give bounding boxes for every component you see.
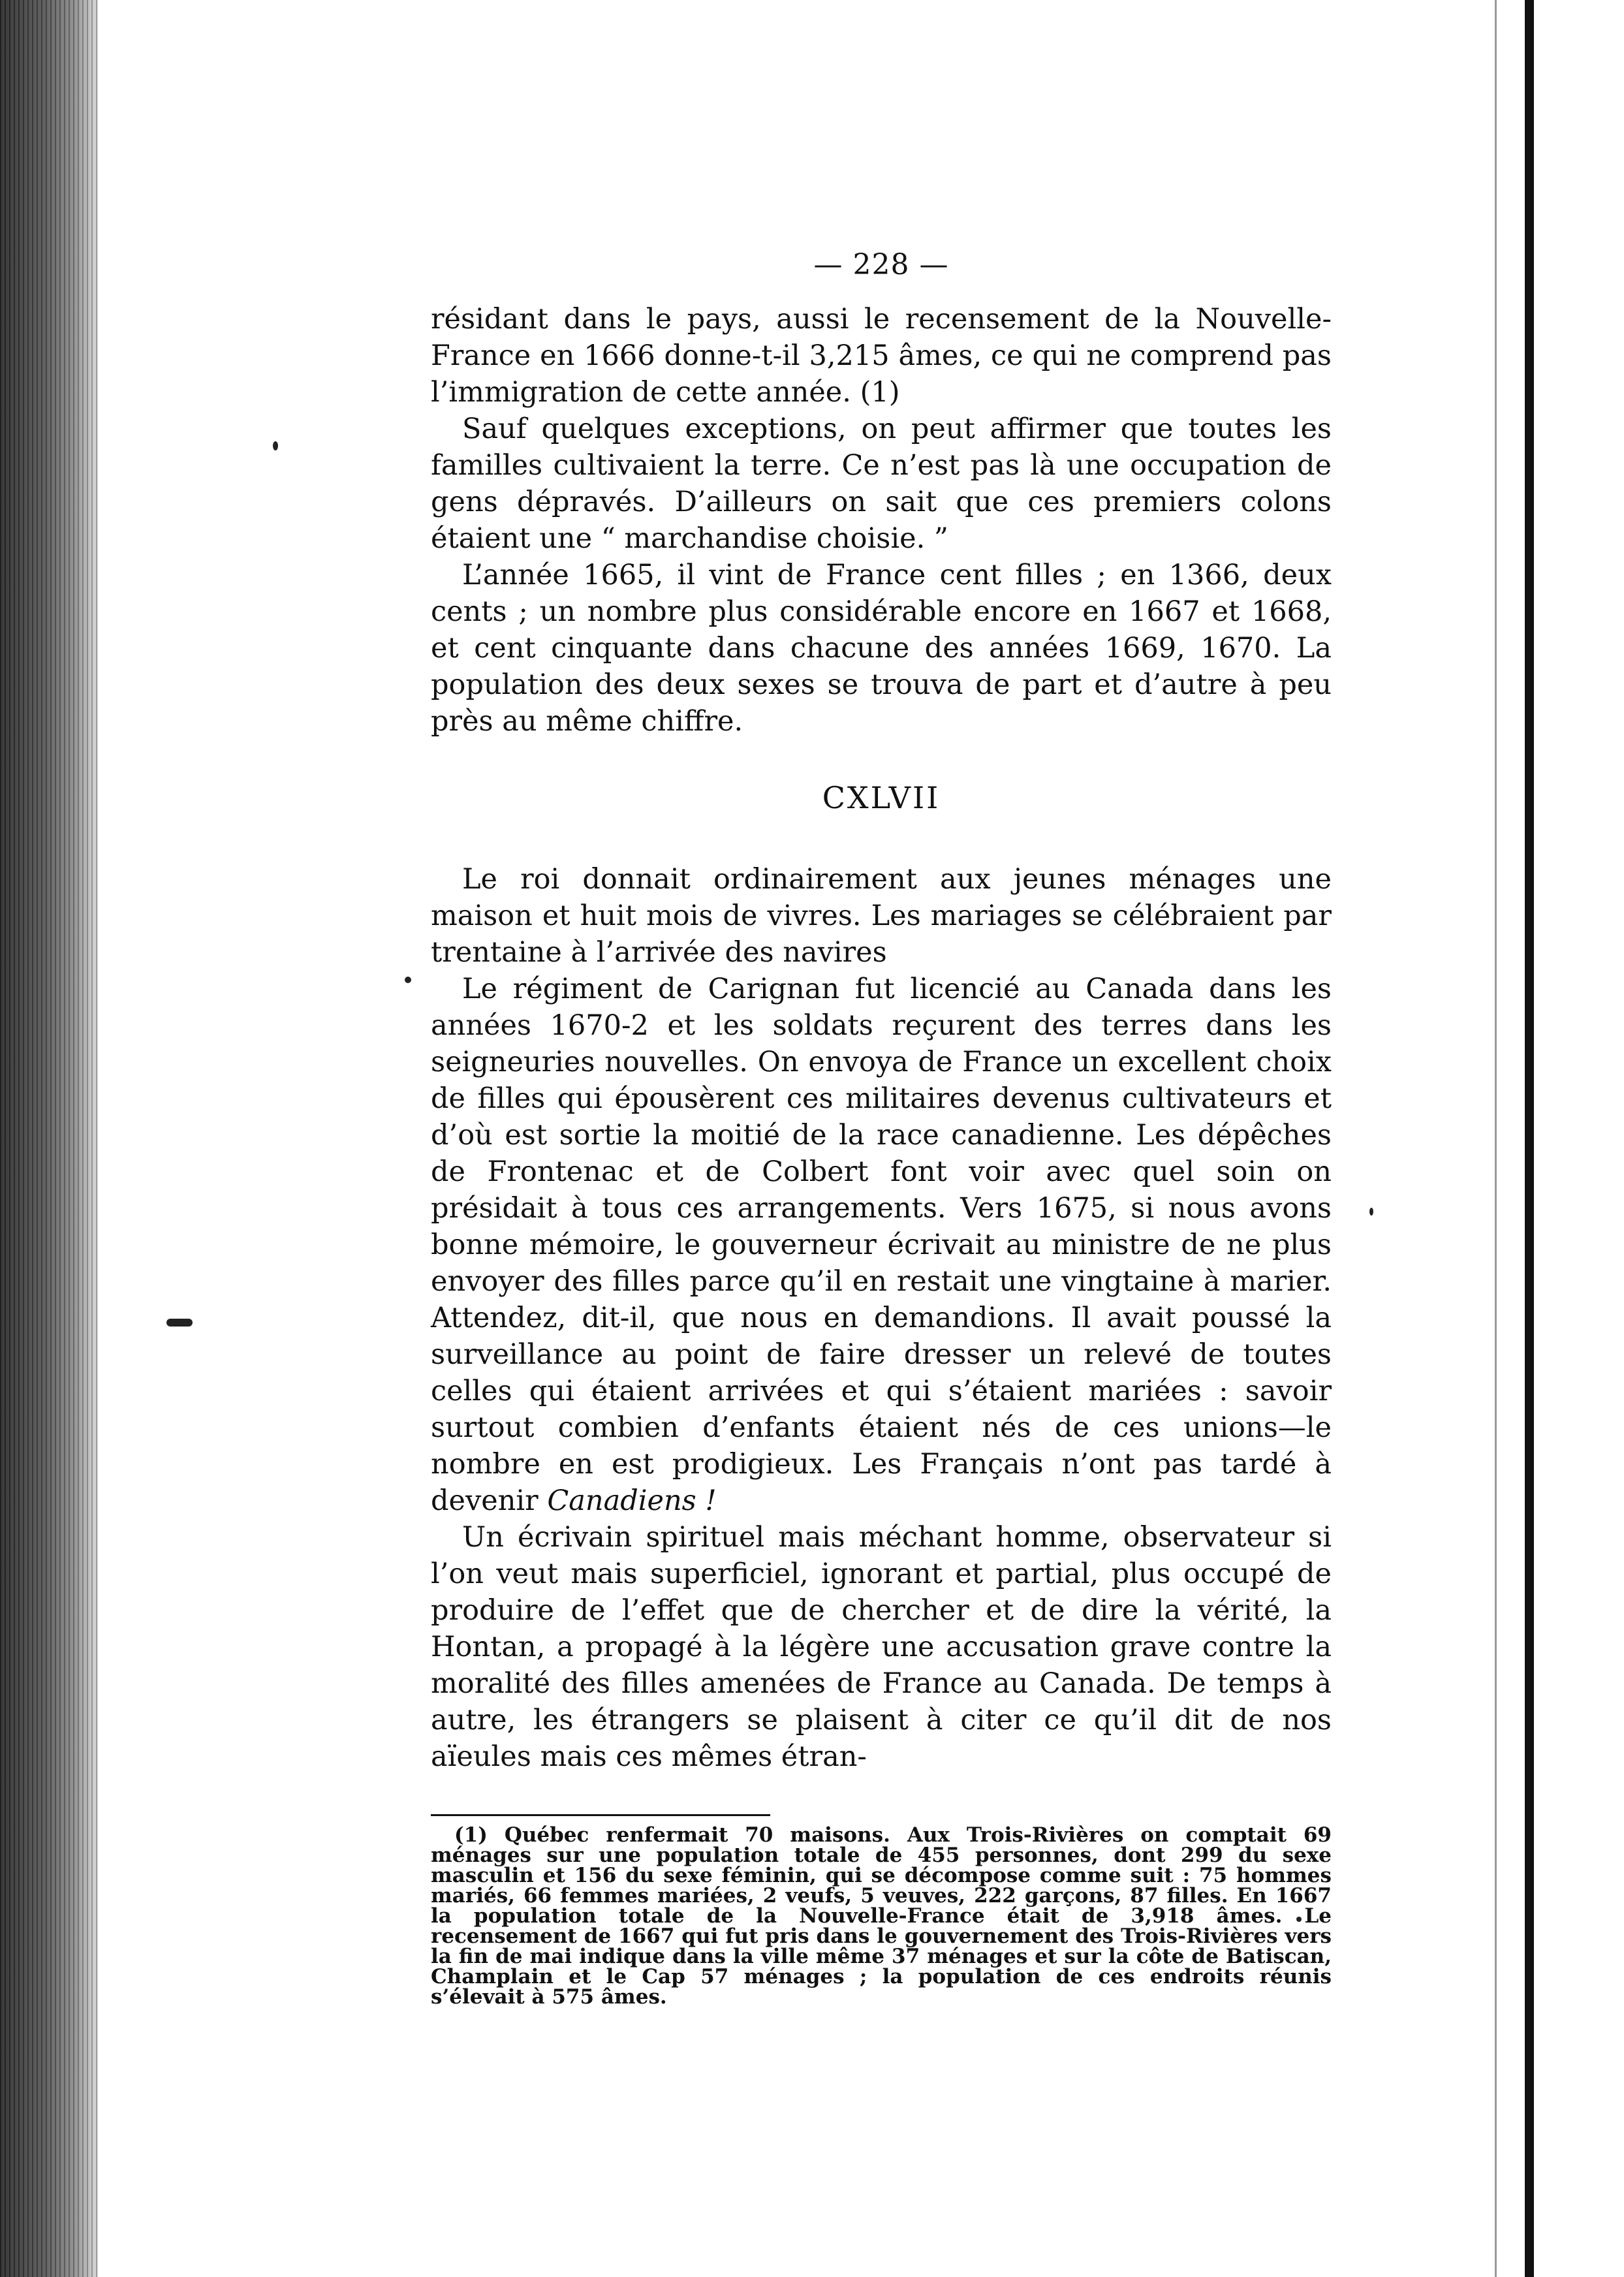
scan-speck — [1369, 1208, 1373, 1216]
footnote-rule — [431, 1814, 770, 1816]
paragraph: Le roi donnait ordinairement aux jeunes ménages une maison et huit mois de vivres. Les mariages se célébraient par trentaine à l’arrivée des navires — [431, 863, 1332, 969]
scan-left-margin-texture — [0, 0, 98, 2277]
italic-phrase: Canadiens ! — [547, 1484, 717, 1517]
paragraph: Un écrivain spirituel mais méchant homme, observateur si l’on veut mais superficiel, ignorant et partial, plus occupé de produire de l’effet que de chercher et de dire la vérité, la Hontan, a propagé à la légère une accusation grave contre la moralité des filles amenées de France au Canada. De temps à autre, les étrangers se plaisent à citer ce qu’il dit de nos aïeules mais ces mêmes étran- — [431, 1521, 1332, 1773]
scan-speck — [166, 1319, 193, 1327]
paragraph — [431, 971, 1332, 1519]
page-number: — 228 — — [813, 248, 949, 281]
footnote: (1) Québec renfermait 70 maisons. Aux Trois-Rivières on comptait 69 ménages sur une population totale de 455 personnes, dont 299 du sexe masculin et 156 du sexe féminin, qui se décompose comme suit : 75 hommes mariés, 66 femmes mariées, 2 veufs, 5 veuves, 222 garçons, 87 filles. En 1667 la population totale de la Nouvelle-France était de 3,918 âmes. Le recensement de 1667 qui fut pris dans le gouvernement des Trois-Rivières vers la fin de mai indique dans la ville même 37 ménages et sur la côte de Batiscan, Champlain et le Cap 57 ménages ; la population de ces endroits réunis s’élevait à 575 âmes. — [431, 1823, 1332, 2009]
section-heading: CXLVII — [822, 780, 941, 815]
paragraph-text: Le régiment de Carignan fut licencié au Canada dans les années 1670-2 et les soldats reçurent des terres dans les seigneuries nouvelles. On envoya de France un excellent choix de filles qui épousèrent ces militaires devenus cultivateurs et d’où est sortie la moitié de la race canadienne. Les dépêches de Frontenac et de Colbert font voir avec quel soin on présidait à tous ces arrangements. Vers 1675, si nous avons bonne mémoire, le gouverneur écrivait au ministre de ne plus envoyer des filles parce qu’il en restait une vingtaine à marier. Attendez, dit-il, que nous en demandions. Il avait poussé la surveillance au point de faire dresser un relevé de toutes celles qui étaient arrivées et qui s’étaient mariées : savoir surtout combien d’enfants étaient nés de ces unions—le nombre en est prodigieux. Les Français n’ont pas tardé à devenir — [431, 973, 1332, 1517]
scan-speck — [405, 977, 411, 983]
paragraph: résidant dans le pays, aussi le recensement de la Nouvelle-France en 1666 donne-t-il 3,215 âmes, ce qui ne comprend pas l’immigration de cette année. (1) — [431, 303, 1332, 409]
book-page — [431, 248, 1332, 2007]
page-fold-line — [1525, 0, 1534, 2277]
page-fold-shadow — [1495, 0, 1497, 2277]
scan-speck — [273, 441, 278, 450]
paragraph: L’année 1665, il vint de France cent filles ; en 1366, deux cents ; un nombre plus considérable encore en 1667 et 1668, et cent cinquante dans chacune des années 1669, 1670. La population des deux sexes se trouva de part et d’autre à peu près au même chiffre. — [431, 559, 1332, 738]
paragraph: Sauf quelques exceptions, on peut affirmer que toutes les familles cultivaient la terre. Ce n’est pas là une occupation de gens dépravés. D’ailleurs on sait que ces premiers colons étaient une “ marchandise choisie. ” — [431, 413, 1332, 555]
